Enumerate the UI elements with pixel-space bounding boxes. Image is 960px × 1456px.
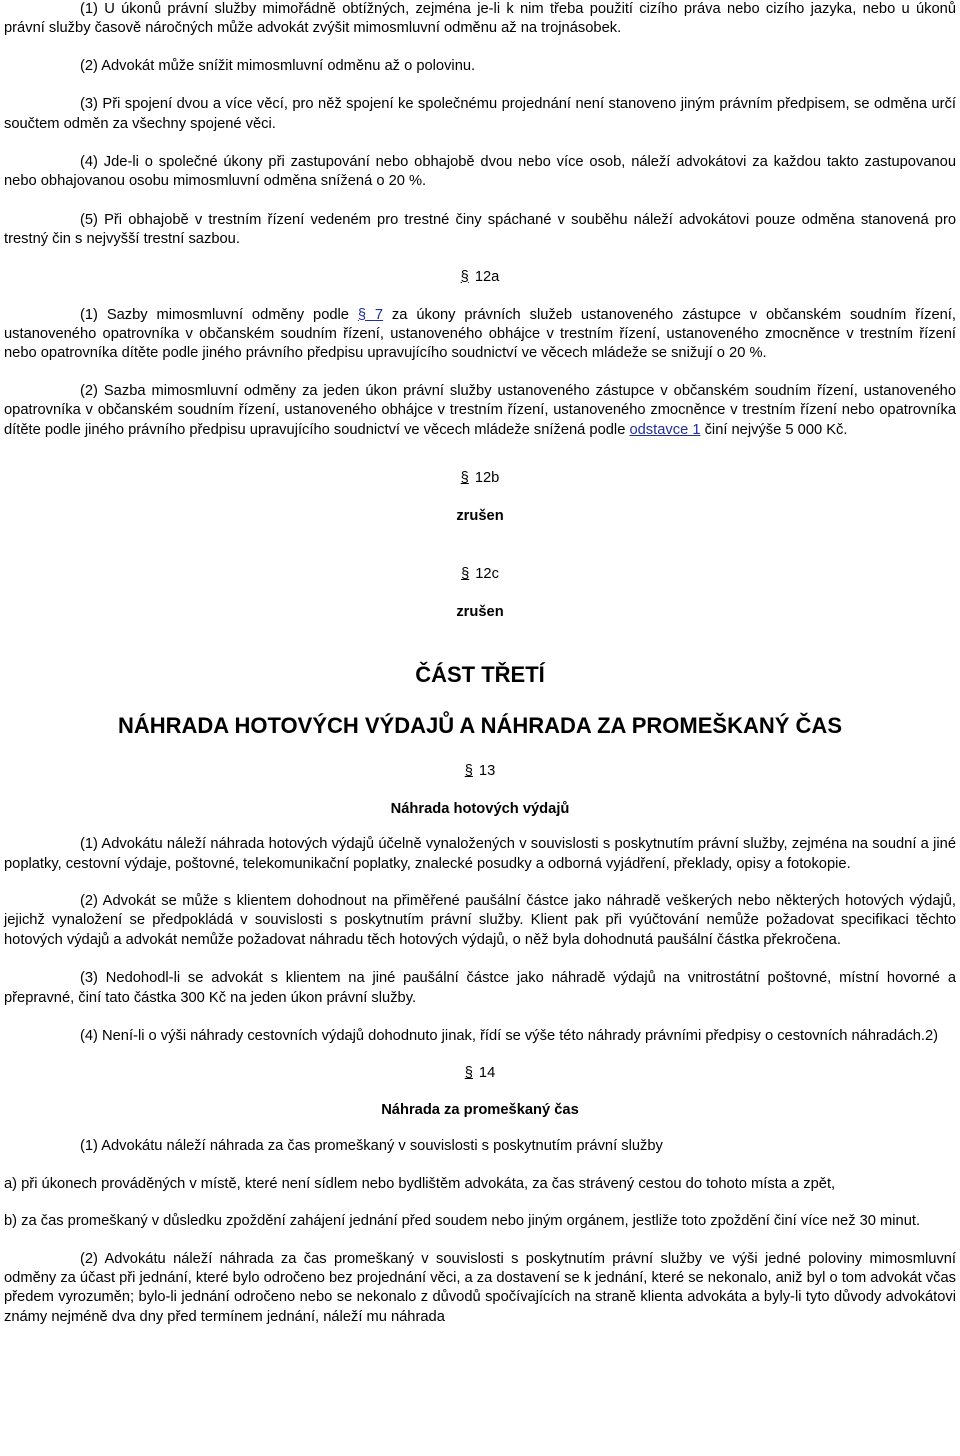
- section-14-title: Náhrada za promeškaný čas: [381, 1102, 579, 1119]
- section-13-title: Náhrada hotových výdajů: [390, 801, 570, 818]
- odstavce-1-link[interactable]: odstavce 1: [629, 421, 701, 438]
- document-page: [4, 0, 956, 1327]
- section-heading-12b: [4, 469, 956, 488]
- paragraph-text: (2) Sazba mimosmluvní odměny za jeden úkon právní služby ustanoveného zástupce v občanském soudním řízení, ustanoveného opatrovníka v občanském soudním řízení, ustanoveného obhájce v trestním řízení, ustanoveného zmocněnce v trestním řízení nebo opatrovníka dítěte podle jiného právního předpisu upravujícího soudnictví ve věcech mládeže snížená podle: [4, 382, 956, 438]
- section-number: 12a: [474, 268, 500, 285]
- section-mark: §: [461, 566, 470, 583]
- section-heading-12c: [4, 565, 956, 584]
- paragraph-14-2: (2) Advokátu náleží náhrada za čas promeškaný v souvislosti s poskytnutím právní služby ve výši jedné poloviny mimosmluvní odměny za účast při jednání, které bylo odročeno bez projednání věci, a za dostavení se k jednání, které se nekonalo, aniž byl o tom advokát včas předem vyrozuměn; bylo-li jednání odročeno nebo se nekonalo z důvodů spočívajících na straně klienta advokáta a byly-li tyto důvody advokátovi známy nejméně dva dny před termínem jednání, náleží mu náhrada: [4, 1250, 956, 1325]
- paragraph-text: za úkony právních služeb ustanoveného zástupce v občanském soudním řízení, ustanoveného opatrovníka v občanském soudním řízení, ustanoveného obhájce v trestním řízení, ustanoveného zmocněnce v trestním řízení nebo opatrovníka dítěte podle jiného právního předpisu upravujícího soudnictví ve věcech mládeže se snižují o 20 %.: [4, 306, 956, 362]
- part-subtitle: NÁHRADA HOTOVÝCH VÝDAJŮ A NÁHRADA ZA PROMEŠKANÝ ČAS: [117, 713, 842, 739]
- paragraph-13-3: (3) Nedohodl-li se advokát s klientem na jiné paušální částce jako náhradě výdajů na vnitrostátní poštovné, místní hovorné a přepravné, činí tato částka 300 Kč na jeden úkon právní služby.: [4, 970, 956, 1006]
- part-title: ČÁST TŘETÍ: [415, 662, 545, 688]
- section-heading-12a: [4, 268, 956, 287]
- section-number: 14: [478, 1065, 496, 1082]
- section-12c-status: zrušen: [456, 604, 504, 621]
- paragraph-12-2: (2) Advokát může snížit mimosmluvní odměnu až o polovinu.: [80, 57, 476, 74]
- section-mark: §: [464, 1065, 473, 1082]
- section-number: 12c: [475, 566, 499, 583]
- paragraph-13-2: (2) Advokát se může s klientem dohodnout na přiměřené paušální částce jako náhradě veškerých nebo některých hotových výdajů, jejichž vynaložení se předpokládá v souvislosti s poskytnutím právní služby. Klient pak při vyúčtování nemůže požadovat specifikaci těchto hotových výdajů a advokát nemůže požadovat náhradu těch hotových výdajů, o něž byla dohodnutá paušální částka překročena.: [4, 892, 956, 948]
- section-mark: §: [460, 268, 469, 285]
- paragraph-12-5: (5) Při obhajobě v trestním řízení vedeném pro trestné činy spáchané v souběhu náleží advokátovi pouze odměna stanovená pro trestný čin s nejvyšší trestní sazbou.: [4, 211, 956, 248]
- paragraph-14-1-b: b) za čas promeškaný v důsledku zpoždění zahájení jednání před soudem nebo jiným orgánem, jestliže toto zpoždění činí více než 30 minut.: [4, 1213, 921, 1230]
- paragraph-13-1: (1) Advokátu náleží náhrada hotových výdajů účelně vynaložených v souvislosti s poskytnutím právní služby, zejména na soudní a jiné poplatky, cestovní výdaje, poštovné, telekomunikační poplatky, znalecké posudky a odborná vyjádření, překlady, opisy a fotokopie.: [4, 836, 956, 872]
- section-number: 12b: [474, 470, 500, 487]
- section-mark: §: [460, 470, 469, 487]
- paragraph-14-1-a: a) při úkonech prováděných v místě, které není sídlem nebo bydlištěm advokáta, za čas strávený cestou do tohoto místa a zpět,: [4, 1175, 836, 1192]
- paragraph-text: činí nejvýše 5 000 Kč.: [700, 421, 848, 438]
- section-heading-14: [4, 1064, 956, 1083]
- paragraph-13-4: (4) Není-li o výši náhrady cestovních výdajů dohodnuto jinak, řídí se výše této náhrady právními předpisy o cestovních náhradách.2): [80, 1027, 939, 1044]
- paragraph-text: (1) Sazby mimosmluvní odměny podle: [80, 306, 358, 323]
- link-mark: §: [357, 306, 367, 323]
- section-7-link[interactable]: [358, 307, 383, 323]
- paragraph-12a-1: [4, 306, 956, 364]
- paragraph-12a-2: [4, 382, 956, 440]
- section-12b-status: zrušen: [456, 508, 504, 525]
- paragraph-12-3: (3) Při spojení dvou a více věcí, pro něž spojení ke společnému projednání není stanoveno jiným právním předpisem, se odměna určí součtem odměn za všechny spojené věci.: [4, 96, 956, 132]
- section-number: 13: [478, 763, 496, 780]
- paragraph-14-1: (1) Advokátu náleží náhrada za čas promeškaný v souvislosti s poskytnutím právní služby: [80, 1138, 663, 1155]
- section-mark: §: [464, 763, 473, 780]
- paragraph-12-1: (1) U úkonů právní služby mimořádně obtížných, zejména je-li k nim třeba použití cizího práva nebo cizího jazyka, nebo u úkonů právní služby časově náročných může advokát zvýšit mimosmluvní odměnu až na trojnásobek.: [4, 1, 956, 37]
- paragraph-12-4: (4) Jde-li o společné úkony při zastupování nebo obhajobě dvou nebo více osob, náleží advokátovi za každou takto zastupovanou nebo obhajovanou osobu mimosmluvní odměna snížená o 20 %.: [4, 154, 956, 190]
- link-number: 7: [374, 306, 384, 323]
- section-heading-13: [4, 762, 956, 781]
